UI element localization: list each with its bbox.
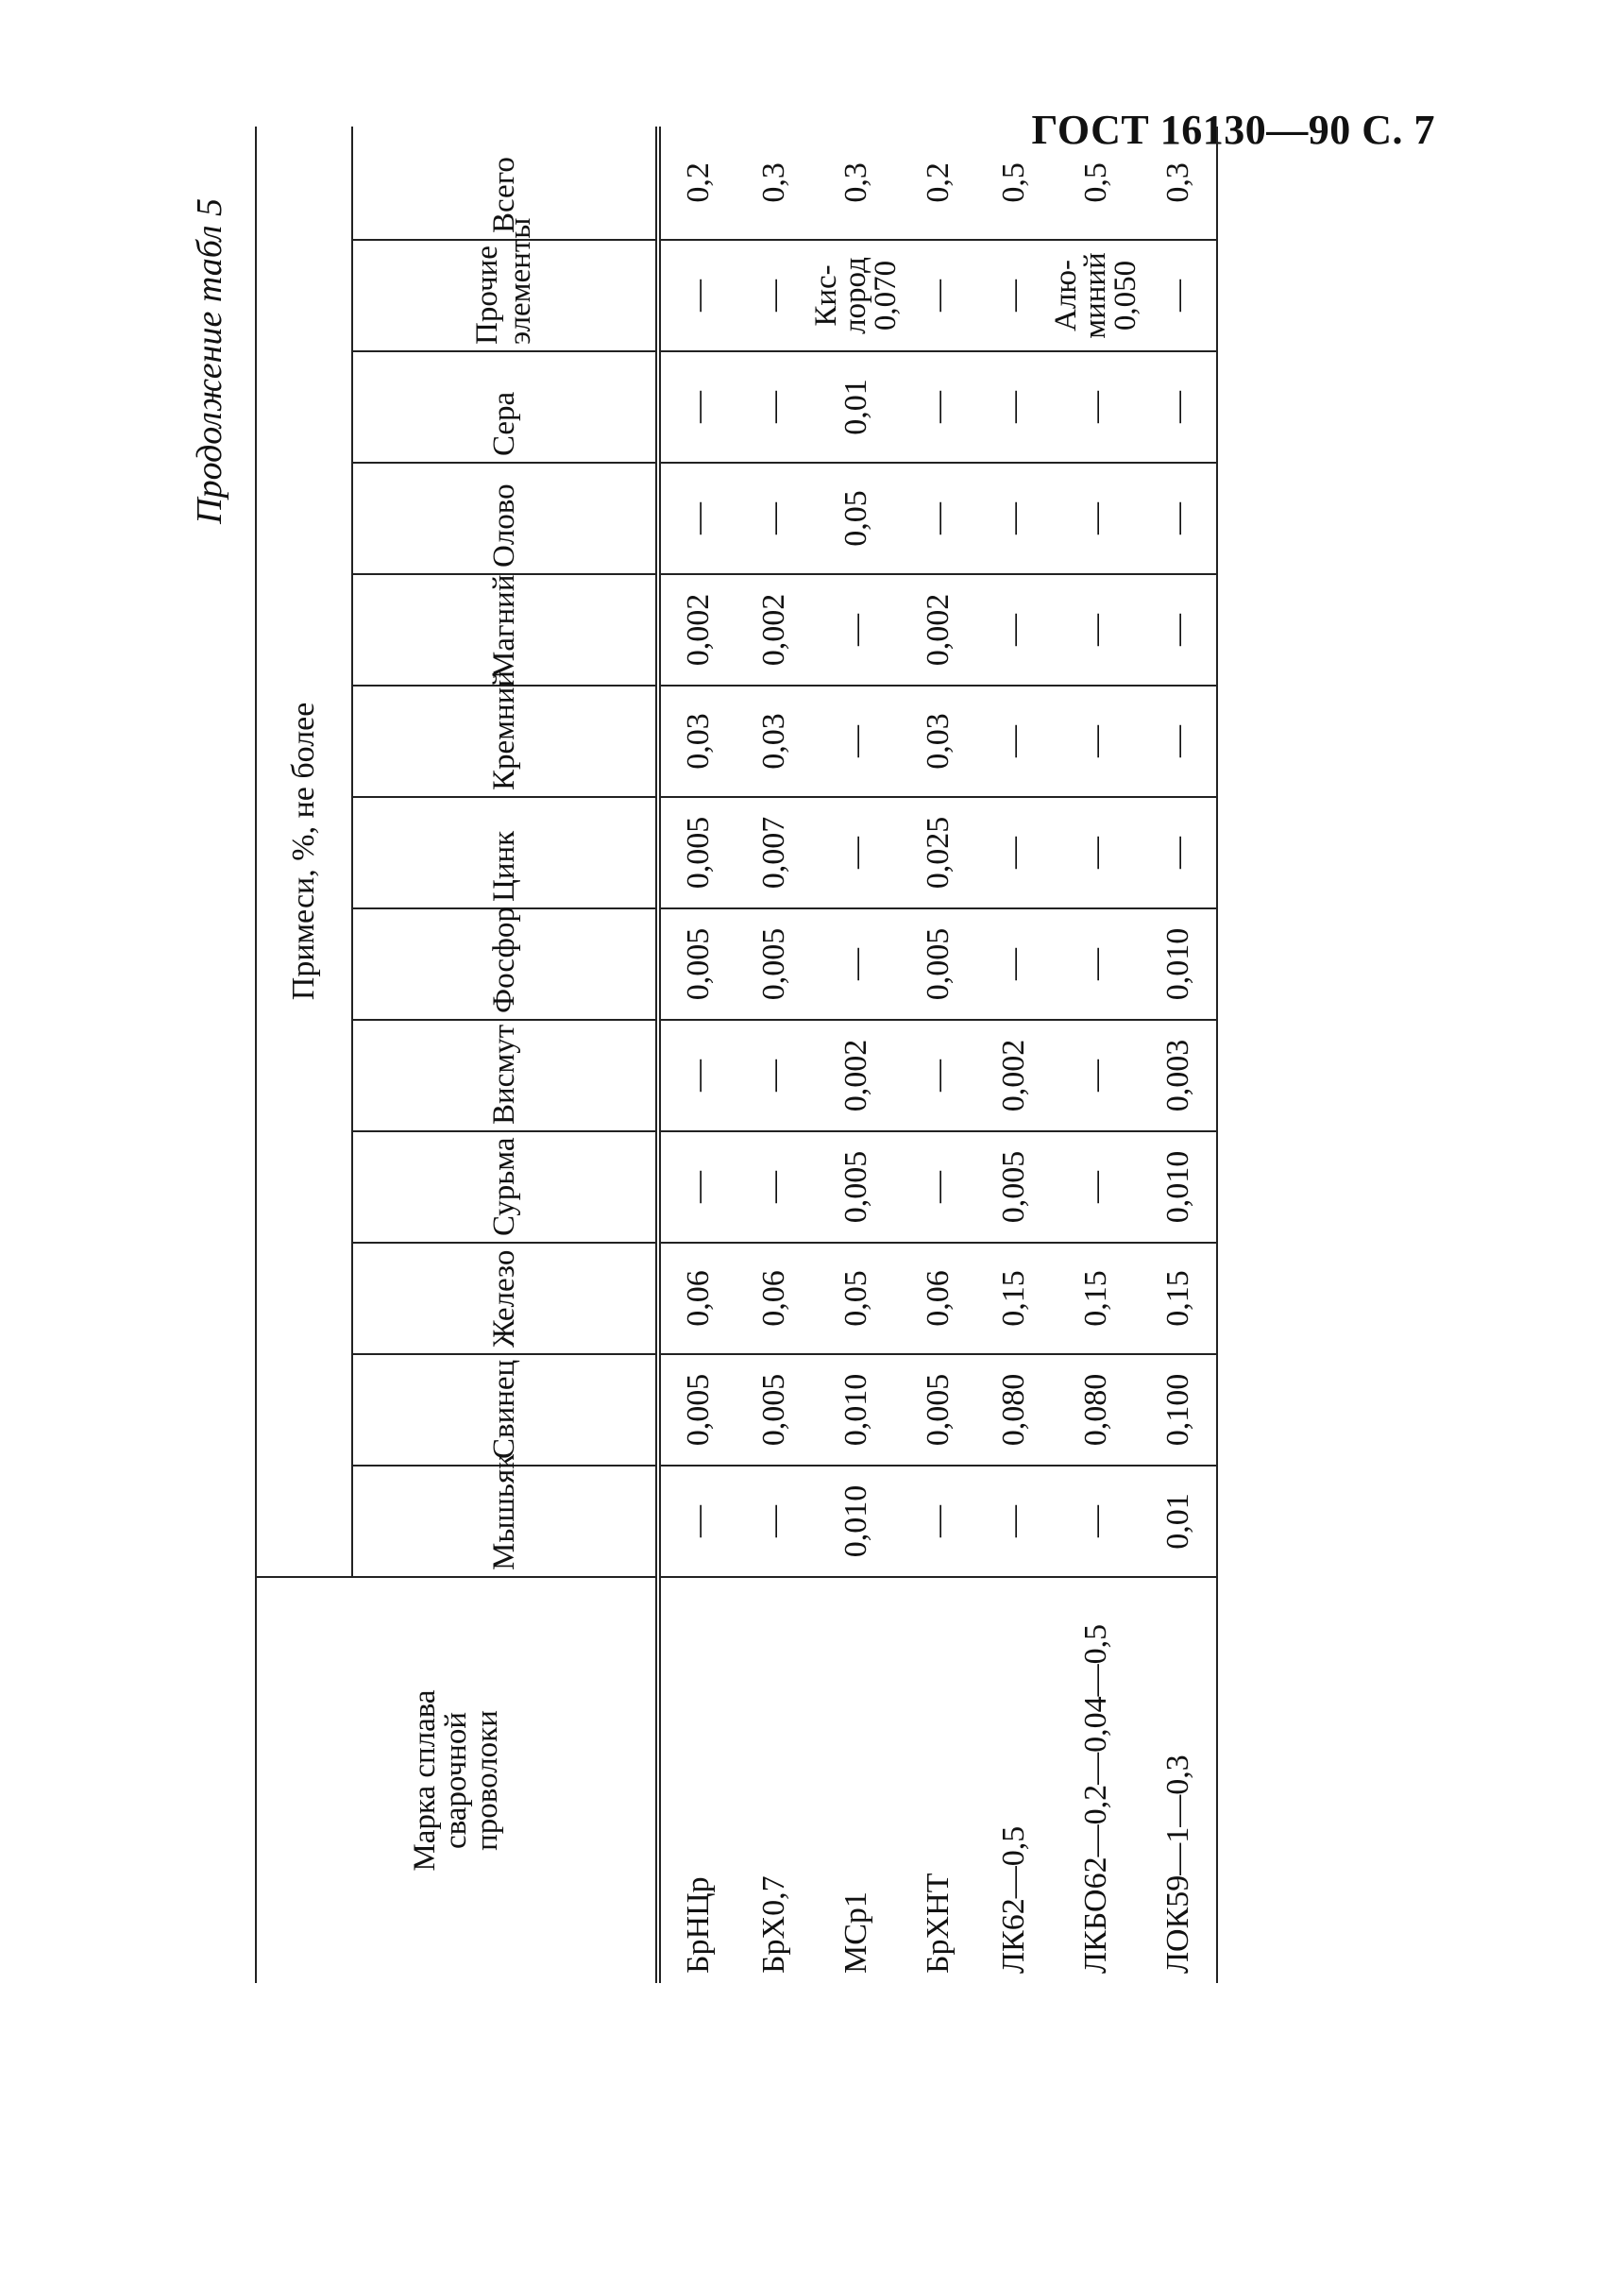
- column-header: Сера: [352, 351, 658, 463]
- table-cell: —: [1052, 686, 1141, 797]
- table-cell: —: [901, 351, 976, 463]
- table-cell: 0,03: [901, 686, 976, 797]
- table-cell: 0,15: [1052, 1243, 1141, 1354]
- column-header: Прочие элементы: [352, 240, 658, 351]
- column-header: Сурьма: [352, 1131, 658, 1243]
- table-cell: 0,5: [996, 162, 1032, 203]
- table-cell: 0,15: [1141, 1243, 1217, 1354]
- table-cell: Алю-миний 0,050: [1052, 240, 1141, 351]
- column-header: Фосфор: [352, 908, 658, 1020]
- mark-header-line-2: сварочной: [438, 1712, 473, 1850]
- table-cell: —: [976, 1466, 1052, 1577]
- table-cell: 0,002: [736, 574, 812, 686]
- table-cell: 0,3: [838, 162, 874, 203]
- table-cell: —: [901, 240, 976, 351]
- table-cell: —: [1141, 686, 1217, 797]
- table-cell: —: [658, 1466, 736, 1577]
- table-cell: —: [812, 686, 901, 797]
- table-cell: 0,005: [812, 1131, 901, 1243]
- table-cell: —: [1141, 463, 1217, 574]
- table-cell: —: [736, 351, 812, 463]
- table-cell: 0,005: [976, 1131, 1052, 1243]
- table-cell: 0,005: [736, 908, 812, 1020]
- table-cell: 0,2: [681, 162, 716, 203]
- table-cell: —: [1052, 908, 1141, 1020]
- table-cell: 0,03: [658, 686, 736, 797]
- table-continuation-label: Продолжение табл 5: [190, 198, 229, 524]
- table-cell: 0,007: [736, 797, 812, 908]
- table-cell: 0,2: [921, 162, 956, 203]
- row-mark: БрХ0,7: [736, 1577, 812, 1983]
- row-mark: ЛК62—0,5: [976, 1577, 1052, 1983]
- table-cell: —: [812, 797, 901, 908]
- table-cell: —: [736, 463, 812, 574]
- table-cell: —: [976, 463, 1052, 574]
- table-cell: 0,002: [901, 574, 976, 686]
- table-cell: 0,005: [658, 1354, 736, 1466]
- impurities-group-header: Примеси, %, не более: [256, 127, 352, 1577]
- table-cell: 0,15: [976, 1243, 1052, 1354]
- table-cell: —: [1141, 797, 1217, 908]
- table-cell: —: [901, 463, 976, 574]
- table-cell: —: [976, 574, 1052, 686]
- table-cell: 0,005: [658, 797, 736, 908]
- table-cell: 0,06: [901, 1243, 976, 1354]
- table-cell: 0,3: [756, 162, 791, 203]
- table-cell: 0,005: [658, 908, 736, 1020]
- table-cell: —: [976, 797, 1052, 908]
- table-cell: —: [1141, 351, 1217, 463]
- table-cell: —: [976, 686, 1052, 797]
- table-cell: 0,002: [658, 574, 736, 686]
- page-header: ГОСТ 16130—90 С. 7: [1031, 107, 1435, 153]
- table-cell: 0,080: [976, 1354, 1052, 1466]
- table-cell: 0,003: [1141, 1020, 1217, 1131]
- table-cell: 0,010: [1141, 908, 1217, 1020]
- table-cell: 0,01: [812, 351, 901, 463]
- table-cell: —: [736, 1466, 812, 1577]
- column-header: Свинец: [352, 1354, 658, 1466]
- table-cell: 0,025: [901, 797, 976, 908]
- table-cell: 0,05: [812, 463, 901, 574]
- column-header: Магний: [352, 574, 658, 686]
- table-cell: —: [1052, 1131, 1141, 1243]
- column-header: Олово: [352, 463, 658, 574]
- table-cell: —: [976, 908, 1052, 1020]
- column-header: Мышьяк: [352, 1466, 658, 1577]
- table-cell: 0,010: [1141, 1131, 1217, 1243]
- table-row: [1141, 127, 1217, 1983]
- column-header: Всего: [352, 127, 658, 240]
- table-cell: —: [658, 1131, 736, 1243]
- table-cell: —: [901, 1020, 976, 1131]
- column-header: Железо: [352, 1243, 658, 1354]
- table-cell: —: [1052, 574, 1141, 686]
- table-cell: —: [736, 1020, 812, 1131]
- table-cell: —: [736, 1131, 812, 1243]
- table-cell: 0,002: [812, 1020, 901, 1131]
- table-cell: —: [1141, 574, 1217, 686]
- table-cell: 0,03: [736, 686, 812, 797]
- table-row: [976, 127, 1052, 1983]
- table-cell: 0,010: [812, 1466, 901, 1577]
- table-cell: 0,002: [976, 1020, 1052, 1131]
- table-cell: —: [1141, 240, 1217, 351]
- table-row: [812, 127, 901, 1983]
- table-row: [736, 127, 812, 1983]
- row-mark: ЛОК59—1—0,3: [1141, 1577, 1217, 1983]
- table-cell: 0,06: [736, 1243, 812, 1354]
- table-cell: —: [901, 1131, 976, 1243]
- table-cell: 0,05: [812, 1243, 901, 1354]
- column-header: Цинк: [352, 797, 658, 908]
- table-row: [658, 127, 736, 1983]
- table-cell: —: [812, 574, 901, 686]
- mark-column-header: [256, 1577, 658, 1983]
- table-cell: —: [736, 240, 812, 351]
- row-mark: БрХНТ: [901, 1577, 976, 1983]
- table-row: [1052, 127, 1141, 1983]
- table-cell: —: [1052, 1020, 1141, 1131]
- row-mark: ЛКБО62—0,2—0,04—0,5: [1052, 1577, 1141, 1983]
- table-cell: —: [1052, 463, 1141, 574]
- impurities-table-rotated: [189, 157, 1426, 1983]
- table-cell: Кис-лород 0,070: [812, 240, 901, 351]
- table-cell: —: [658, 463, 736, 574]
- table-cell: —: [1052, 1466, 1141, 1577]
- table-cell: 0,005: [901, 908, 976, 1020]
- table-cell: —: [658, 240, 736, 351]
- table-cell: —: [901, 1466, 976, 1577]
- table-cell: —: [976, 351, 1052, 463]
- table-cell: —: [1052, 797, 1141, 908]
- table-cell: 0,5: [1078, 162, 1114, 203]
- table-cell: 0,01: [1141, 1466, 1217, 1577]
- row-mark: МСр1: [812, 1577, 901, 1983]
- table-cell: —: [658, 1020, 736, 1131]
- row-mark: БрНЦр: [658, 1577, 736, 1983]
- table-cell: 0,005: [901, 1354, 976, 1466]
- mark-header-line-1: Марка сплава: [407, 1689, 442, 1872]
- table-cell: —: [976, 240, 1052, 351]
- column-header: Кремний: [352, 686, 658, 797]
- table-cell: 0,100: [1141, 1354, 1217, 1466]
- column-header: Висмут: [352, 1020, 658, 1131]
- impurities-table: [255, 127, 1218, 1983]
- mark-header-line-3: проволоки: [469, 1710, 504, 1851]
- table-cell: 0,010: [812, 1354, 901, 1466]
- table-cell: —: [812, 908, 901, 1020]
- table-row: [901, 127, 976, 1983]
- table-cell: —: [658, 351, 736, 463]
- table-cell: 0,080: [1052, 1354, 1141, 1466]
- table-cell: —: [1052, 351, 1141, 463]
- table-cell: 0,06: [658, 1243, 736, 1354]
- table-cell: 0,3: [1141, 127, 1217, 240]
- table-cell: 0,005: [736, 1354, 812, 1466]
